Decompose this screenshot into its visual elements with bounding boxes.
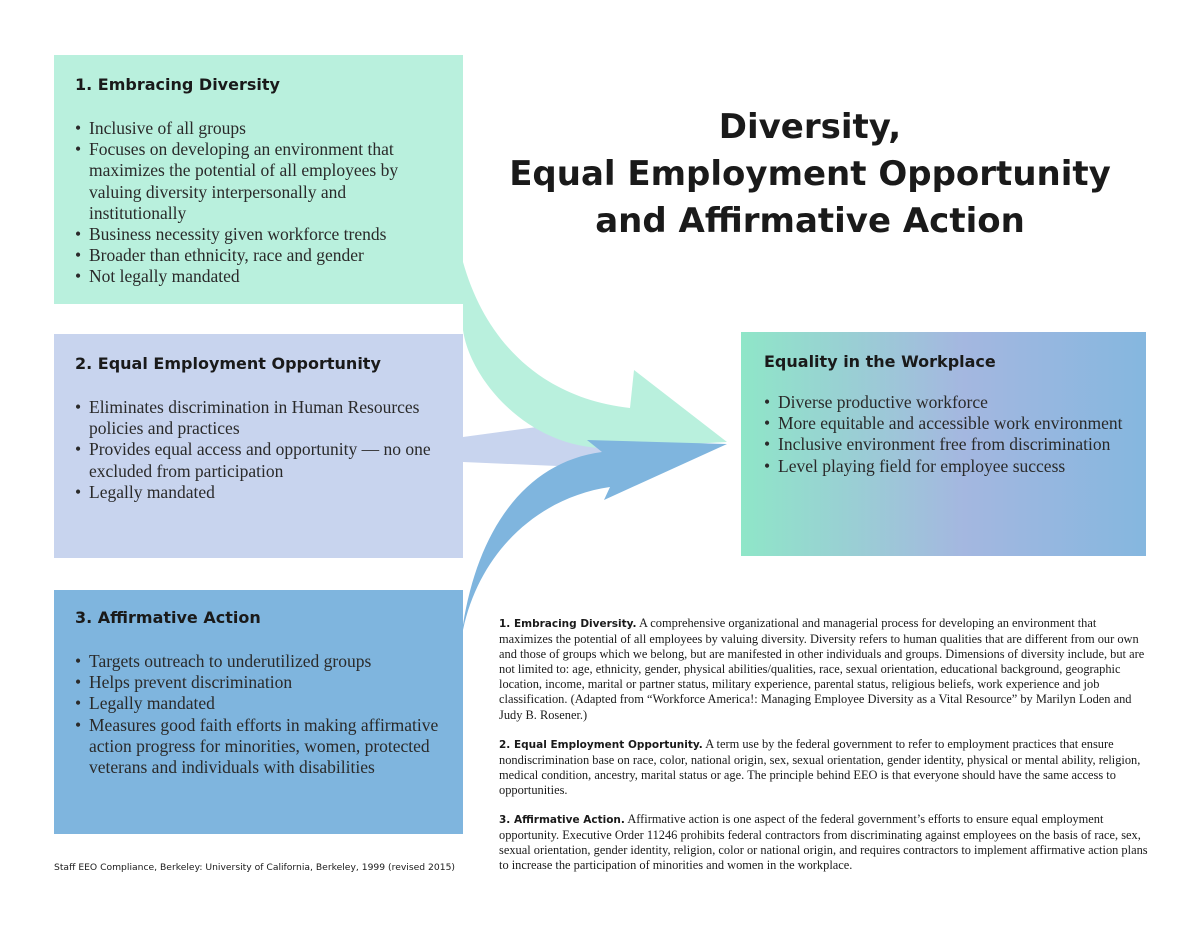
list-item: • Targets outreach to underutilized groups	[75, 651, 443, 672]
definition-text: A term use by the federal government to refer to employment practices that ensure nondiscrimination base on race, color, national origin, sex, sexual orientation, gender identity, physical or mental ability, religion, medical condition, ancestry, marital status or age. The principle behind EEO is that everyone should have the same access to opportunities.	[499, 736, 1141, 797]
equal-employment-box	[54, 334, 463, 558]
list-item: • Legally mandated	[75, 482, 443, 503]
embracing-diversity-heading: 1. Embracing Diversity	[75, 75, 280, 94]
affirmative-action-box	[54, 590, 463, 834]
equal-employment-list	[75, 397, 443, 503]
list-item: • Legally mandated	[75, 693, 443, 714]
definition-term: 1. Embracing Diversity.	[499, 618, 637, 630]
list-item: • Business necessity given workforce trends	[75, 224, 443, 245]
list-item: • Inclusive of all groups	[75, 118, 443, 139]
title-line-3: and Affirmative Action	[595, 201, 1025, 241]
list-item: • Inclusive environment free from discrimination	[764, 434, 1126, 455]
definition-eeo	[499, 737, 1149, 798]
list-item: • Not legally mandated	[75, 266, 443, 287]
definition-term: 2. Equal Employment Opportunity.	[499, 738, 703, 751]
definitions	[499, 616, 1149, 887]
title-line-1: Diversity,	[718, 107, 902, 147]
list-item: • Measures good faith efforts in making affirmative action progress for minorities, women, protected veterans and individuals with disabilities	[75, 715, 443, 779]
equality-workplace-heading: Equality in the Workplace	[764, 352, 996, 371]
citation: Staff EEO Compliance, Berkeley: University of California, Berkeley, 1999 (revised 2015)	[54, 862, 455, 873]
list-item: • Level playing field for employee success	[764, 456, 1126, 477]
embracing-diversity-list	[75, 118, 443, 288]
affirmative-action-list	[75, 651, 443, 778]
list-item: • Broader than ethnicity, race and gender	[75, 245, 443, 266]
definition-term: 3. Affirmative Action.	[499, 814, 625, 827]
embracing-diversity-box	[54, 55, 463, 304]
equality-workplace-list	[764, 392, 1126, 477]
list-item: • Diverse productive workforce	[764, 392, 1126, 413]
list-item: • Eliminates discrimination in Human Resources policies and practices	[75, 397, 443, 439]
diversity-arrow	[463, 262, 727, 448]
equal-employment-heading: 2. Equal Employment Opportunity	[75, 354, 381, 373]
list-item: • Helps prevent discrimination	[75, 672, 443, 693]
list-item: • Provides equal access and opportunity — no one excluded from participation	[75, 439, 443, 481]
equality-workplace-box	[741, 332, 1146, 556]
title-line-2: Equal Employment Opportunity	[509, 154, 1111, 194]
definition-affirmative	[499, 812, 1149, 873]
list-item: • More equitable and accessible work environment	[764, 413, 1126, 434]
definition-text: Affirmative action is one aspect of the federal government’s efforts to ensure equal employment opportunity. Executive Order 11246 prohibits federal contractors from discriminating against employees on the basis of race, sex, sexual orientation, gender identity, religion, color or national origin, and requires contractors to implement affirmative action plans to increase the participation of minorities and women in the workplace.	[499, 812, 1148, 873]
definition-text: A comprehensive organizational and managerial process for developing an environment that maximizes the potential of all employees by valuing diversity. Diversity refers to human qualities that are different from our own and those of groups which we belong, but are manifested in other individuals and groups. Dimensions of diversity include, but are not limited to: age, ethnicity, gender, physical abilities/qualities, race, sexual orientation, educational background, geographic location, income, marital or partner status, military experience, parental status, religious beliefs, work experience and job classification. (Adapted from “Workforce America!: Managing Employee Diversity as a Vital Resource” by Marilyn Loden and Judy B. Rosener.)	[499, 616, 1145, 722]
affirmative-arrow	[463, 440, 727, 630]
list-item: • Focuses on developing an environment that maximizes the potential of all employees by valuing diversity interpersonally and institutionally	[75, 139, 443, 224]
definition-diversity	[499, 616, 1149, 723]
affirmative-action-heading: 3. Affirmative Action	[75, 608, 261, 627]
